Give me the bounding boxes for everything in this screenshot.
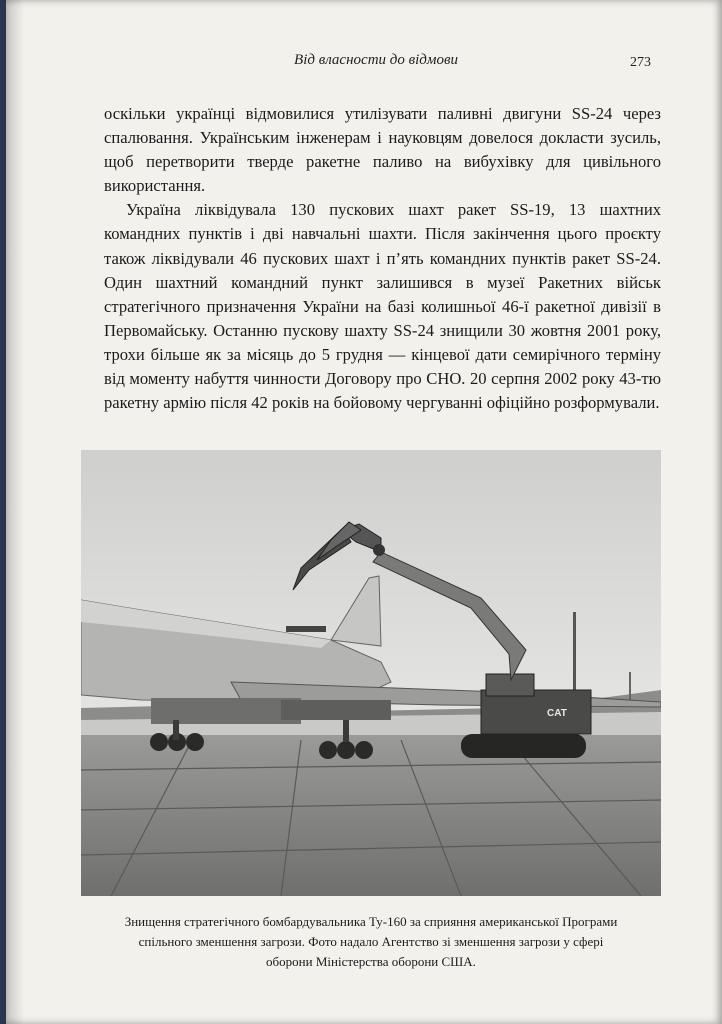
paragraph-1: оскільки українці відмовилися утилізувати паливні двигуни SS-24 через спалювання. Українським інженерам і науковцям довелося докласти зусиль, щоб перетворити тверде ракетне паливо на вибухівку для цивільного використання.	[104, 104, 661, 196]
page-number: 273	[630, 55, 651, 70]
tarmac	[81, 735, 661, 896]
photo-caption: Знищення стратегічного бомбардувальника Ту-160 за сприяння американської Програми спільного зменшення загрози. Фото надало Агентство зі зменшення загрози у сфері оборони Міністерства оборони США.	[124, 914, 618, 969]
body-text	[104, 102, 661, 415]
utility-pole-small	[629, 672, 631, 702]
paragraph-2: Україна ліквідувала 130 пускових шахт ракет SS-19, 13 шахтних командних пунктів і дві навчальні шахти. Після закінчення цього проєкту також ліквідували 46 пускових шахт і п’ять командних пунктів ракет SS-24. Один шахтний командний пункт залишився в музеї Ракетних військ стратегічного призначення України на базі колишньої 46-ї ракетної дивізії в Первомайську. Останню пускову шахту SS-24 знищили 30 жовтня 2001 року, трохи більше як за місяць до 5 грудня — кінцевої дати семирічного терміну від моменту набуття чинности Договору про СНО. 20 серпня 2002 року 43-тю ракетну армію після 42 років на бойовому чергуванні офіційно розформували.	[104, 200, 661, 413]
excavator-brand-label: CAT	[547, 708, 567, 719]
running-title: Від власности до відмови	[294, 52, 458, 68]
photo-illustration	[81, 450, 661, 896]
photo-bomber-demolition	[81, 450, 661, 896]
utility-pole	[573, 612, 576, 692]
book-page	[6, 0, 722, 1024]
